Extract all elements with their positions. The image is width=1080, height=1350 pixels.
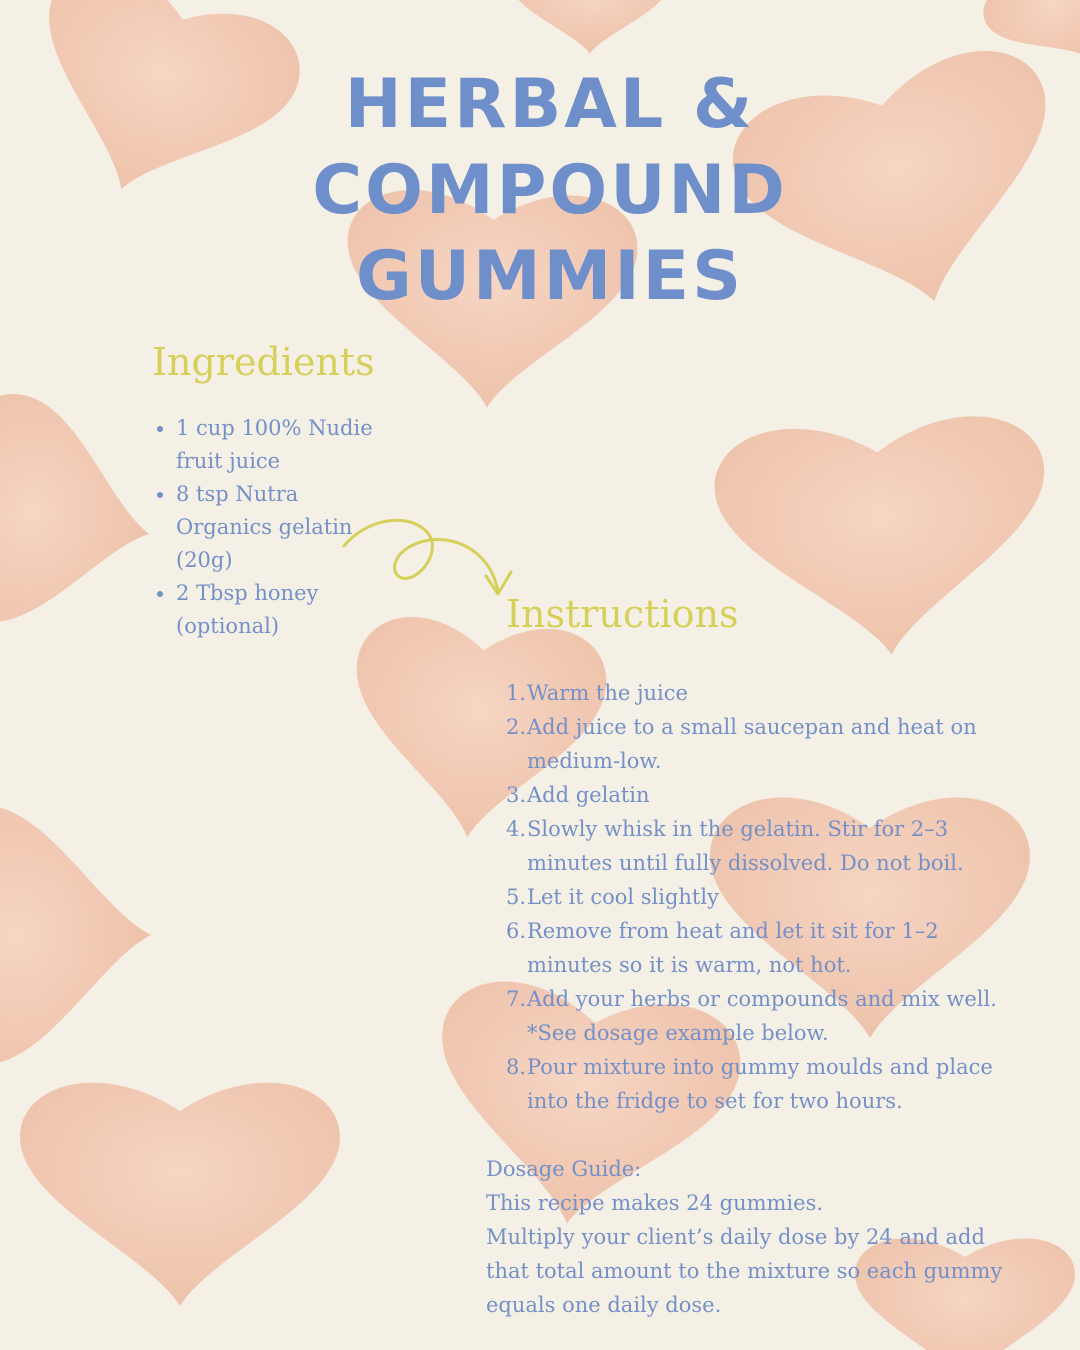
title-line-2: GUMMIES: [355, 237, 745, 316]
ingredient-item: • 8 tsp Nutra Organics gelatin (20g): [176, 478, 386, 577]
step-number: 4.: [505, 817, 526, 841]
ingredient-item: • 1 cup 100% Nudie fruit juice: [176, 412, 386, 478]
step-number: 1.: [505, 681, 526, 705]
step-number: 3.: [505, 783, 526, 807]
step-text: Add gelatin: [527, 783, 650, 807]
dosage-line: This recipe makes 24 gummies.: [486, 1191, 824, 1215]
step-number: 7.: [505, 987, 526, 1011]
dosage-line: Multiply your client’s daily dose by 24 and add that total amount to the mixture so each gummy equals one daily dose.: [486, 1225, 1003, 1317]
step-number: 6.: [505, 919, 526, 943]
step-text: Pour mixture into gummy moulds and place into the fridge to set for two hours.: [527, 1055, 993, 1113]
title-line-1: HERBAL & COMPOUND: [312, 65, 788, 230]
step-number: 2.: [505, 715, 526, 739]
ingredients-heading: Ingredients: [152, 340, 375, 384]
ingredient-item: • 2 Tbsp honey (optional): [176, 577, 386, 643]
step-text: Remove from heat and let it sit for 1–2 minutes so it is warm, not hot.: [527, 919, 939, 977]
step-number: 8.: [505, 1055, 526, 1079]
step-text: Slowly whisk in the gelatin. Stir for 2–3 minutes until fully dissolved. Do not boil.: [527, 817, 964, 875]
dosage-heading: Dosage Guide:: [486, 1157, 642, 1181]
step-number: 5.: [505, 885, 526, 909]
step-text: Let it cool slightly: [527, 885, 719, 909]
instructions-heading: Instructions: [506, 592, 739, 636]
step-text: Add juice to a small saucepan and heat on medium-low.: [527, 715, 977, 773]
step-text: Add your herbs or compounds and mix well. *See dosage example below.: [527, 987, 997, 1045]
step-text: Warm the juice: [527, 681, 688, 705]
